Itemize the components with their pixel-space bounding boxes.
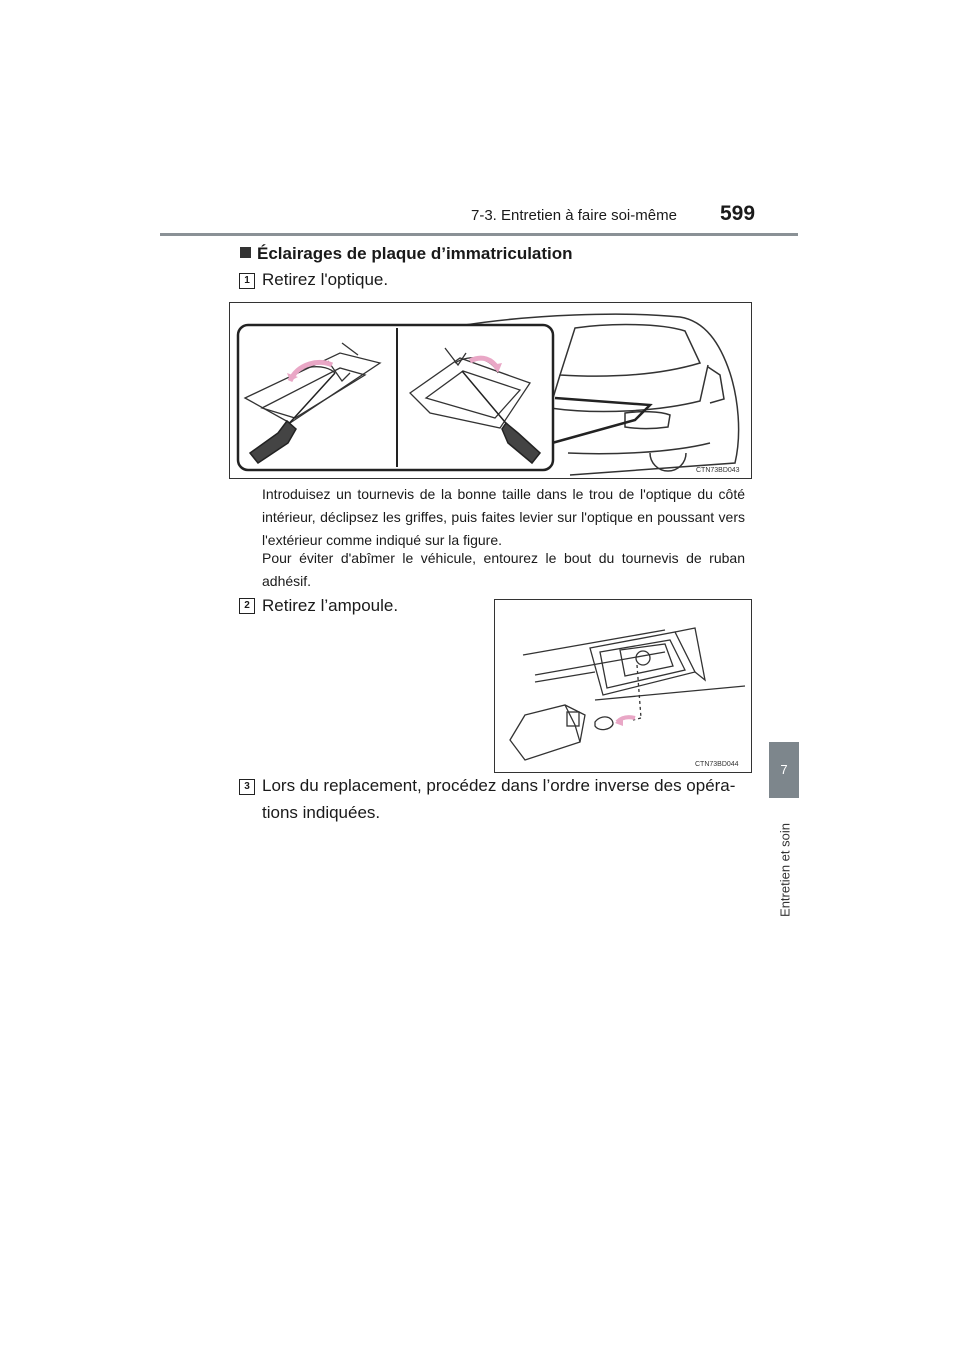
step-1-text: Retirez l'optique. — [262, 270, 389, 289]
figure-2 — [494, 599, 752, 773]
step-2-text: Retirez l’ampoule. — [262, 596, 399, 615]
figure-1-code: CTN73BD043 — [696, 467, 740, 474]
step-3-text-line-1: Lors du replacement, procédez dans l’ordre inverse des opéra- — [262, 776, 736, 795]
header-rule — [160, 233, 798, 236]
figure-2-illustration — [495, 600, 751, 772]
chapter-label — [750, 800, 820, 940]
figure-2-code: CTN73BD044 — [695, 761, 739, 768]
step-1-number: 1 — [239, 273, 255, 289]
figure-1 — [229, 302, 752, 479]
section-title — [240, 244, 573, 264]
step-2-number: 2 — [239, 598, 255, 614]
step-3-text-line-2: tions indiquées. — [262, 803, 381, 822]
running-header: 7-3. Entretien à faire soi-même — [471, 207, 677, 224]
step-3-number: 3 — [239, 779, 255, 795]
step-1-note-2: Pour éviter d'abîmer le véhicule, entourez le bout du tournevis de ruban adhésif. — [262, 550, 745, 589]
chapter-tab: 7 — [769, 742, 799, 798]
page-number: 599 — [720, 202, 756, 225]
figure-1-illustration — [230, 303, 751, 478]
section-title-text: Éclairages de plaque d’immatriculation — [257, 244, 573, 263]
chapter-label-text: Entretien et soin — [777, 823, 793, 917]
square-bullet-icon — [240, 247, 251, 258]
step-1-note-1: Introduisez un tournevis de la bonne taille dans le trou de l'optique du côté intérieur, déclipsez les griffes, puis faites levier sur l'optique en poussant vers l'extérieur comme indiqué sur la figure. — [262, 486, 745, 548]
